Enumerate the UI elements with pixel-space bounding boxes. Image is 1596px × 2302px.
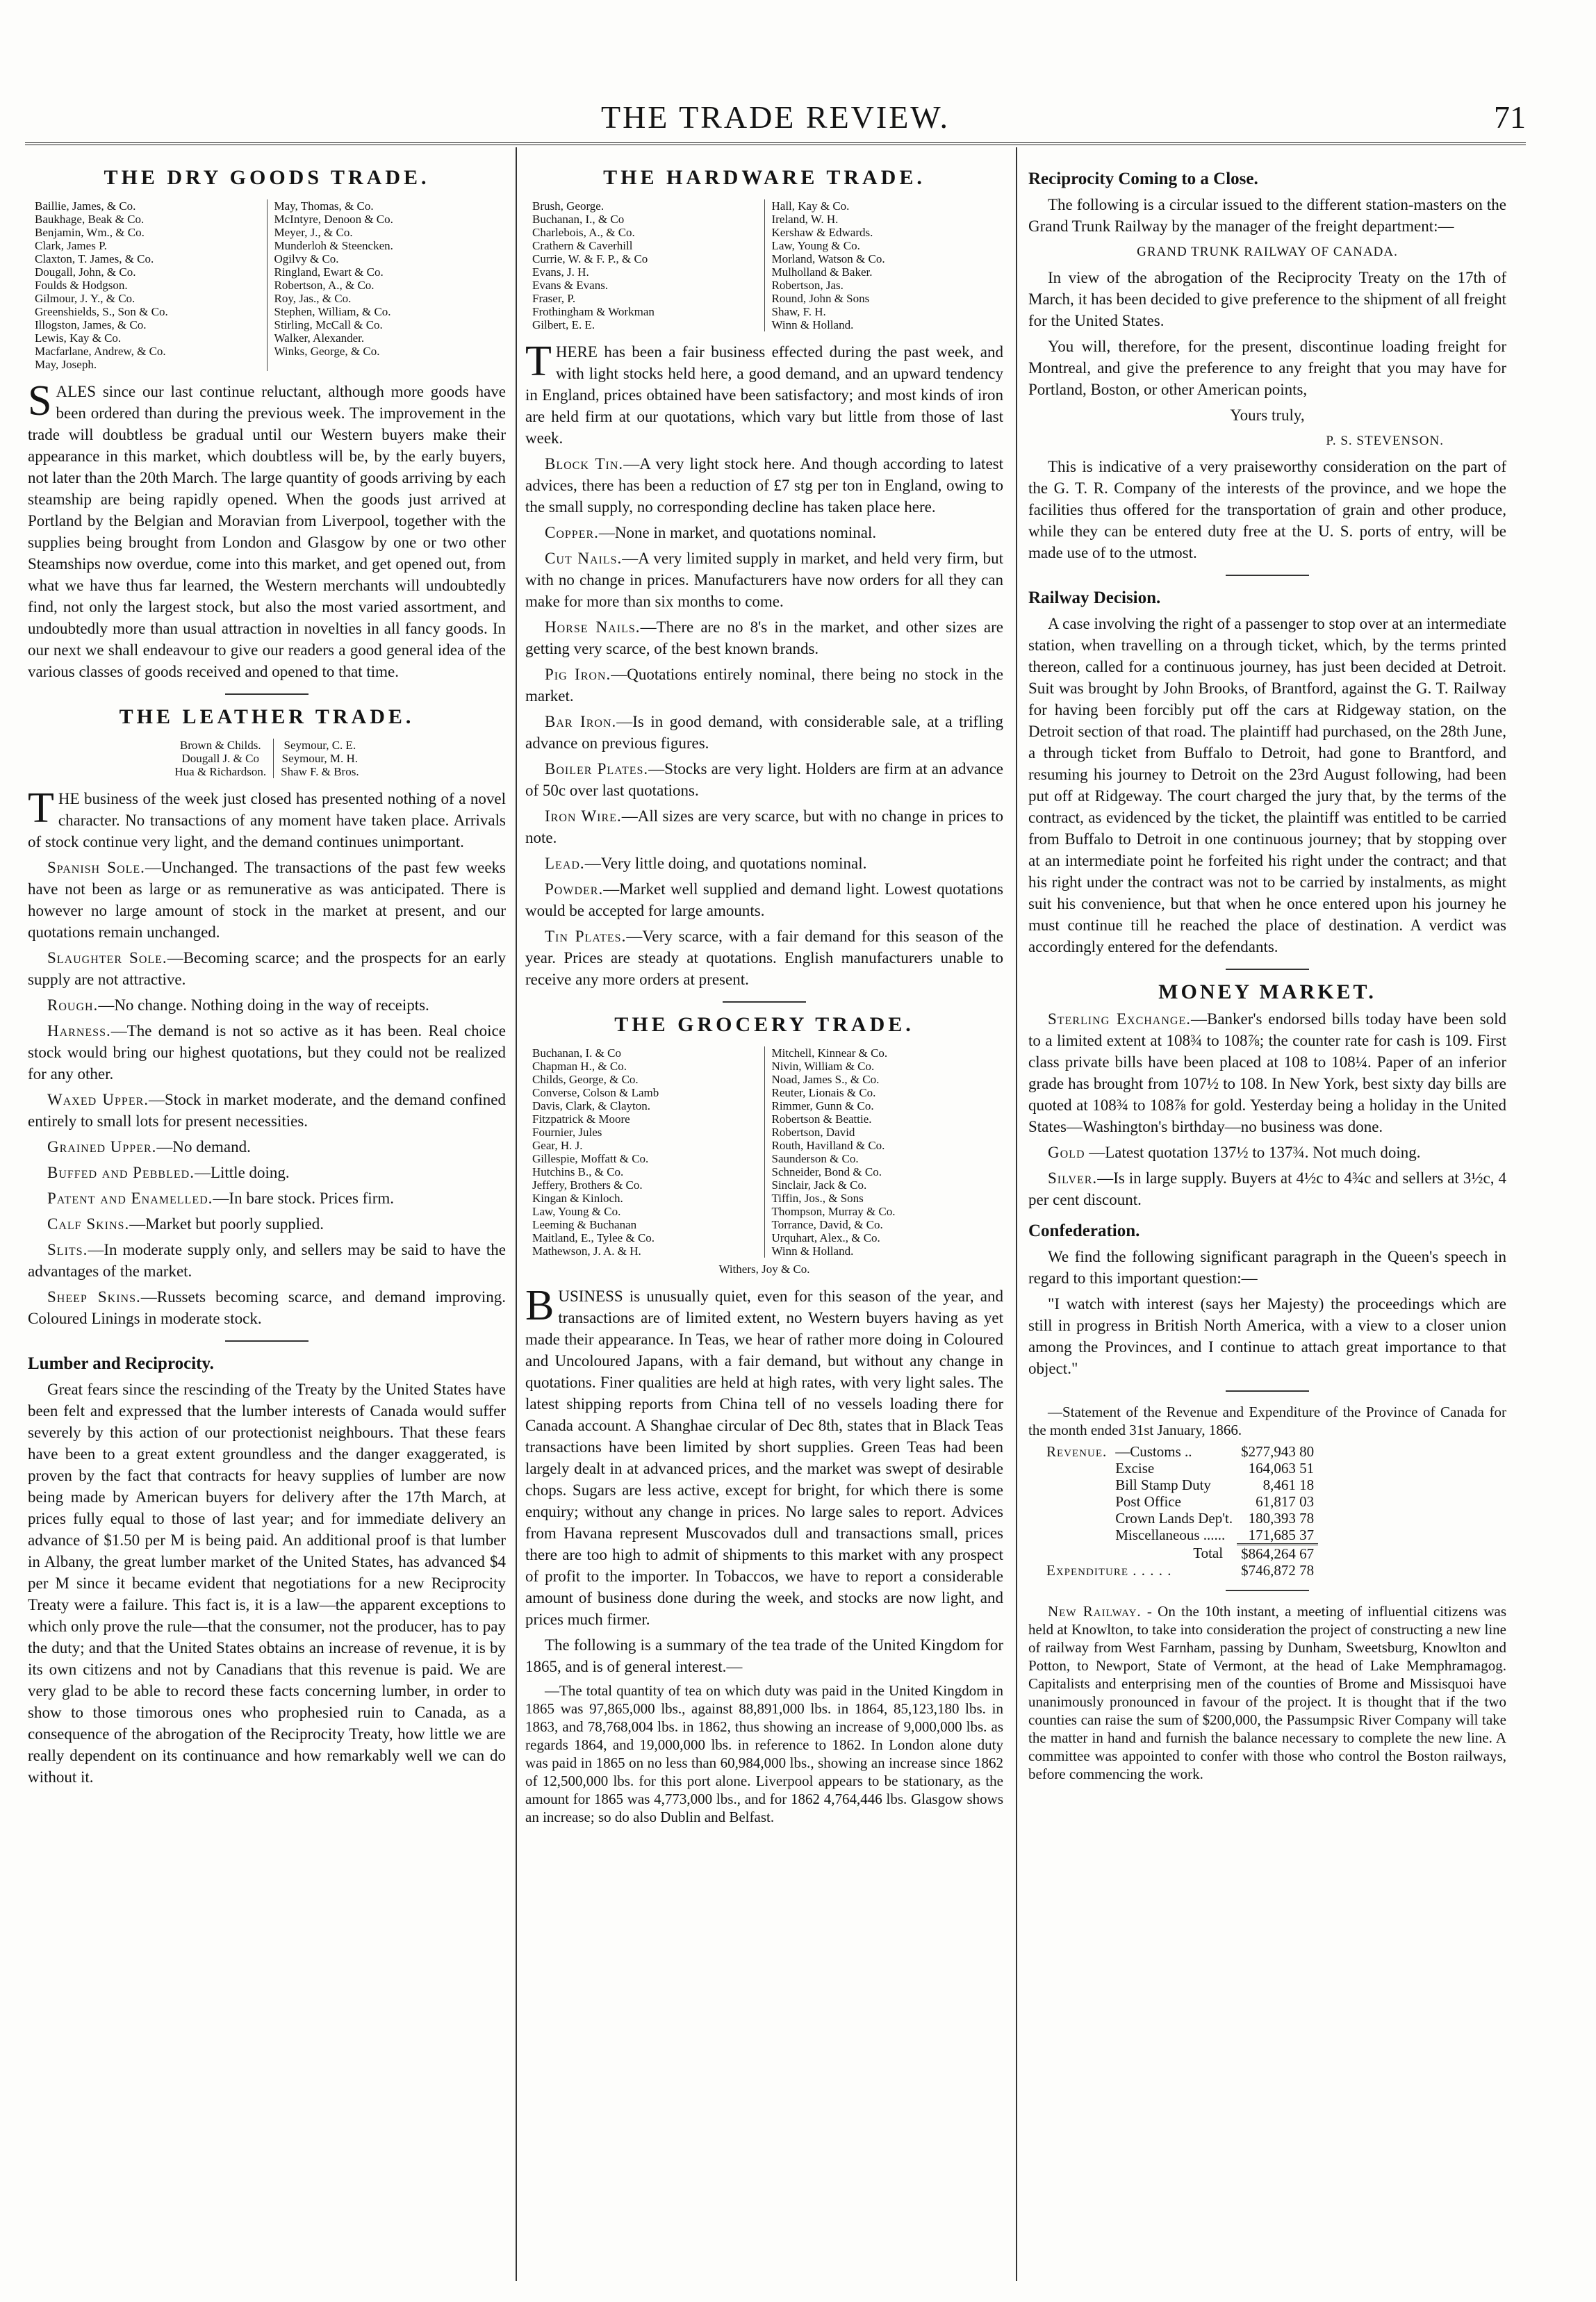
market-item	[525, 805, 1003, 848]
firm-name: Lewis, Kay & Co.	[35, 331, 122, 345]
firm-name: Robertson, A., & Co.	[274, 279, 375, 292]
item-text: —The demand is not so active as it has been. Real choice stock would bring our highest quotations, but they could not be realized for any other.	[28, 1022, 506, 1083]
confederation-quote: "I watch with interest (says her Majesty) the proceedings which are still in progress in British North America, with a view to a closer union among the Provinces, and I continue to attach great importance to that object."	[1028, 1295, 1506, 1377]
item-label: Buffed and Pebbled.	[47, 1164, 195, 1181]
expenditure-row	[1042, 1562, 1318, 1579]
leather-items	[28, 857, 506, 1329]
firm-name: Hua & Richardson.	[174, 765, 267, 778]
market-item	[28, 1089, 506, 1132]
section-divider	[1226, 1390, 1309, 1392]
revenue-item-value: 61,817 03	[1256, 1493, 1315, 1510]
item-label: Copper.	[545, 524, 599, 541]
revenue-statement-intro: —Statement of the Revenue and Expenditure of the Province of Canada for the month ended 31st January, 1866.	[1028, 1404, 1506, 1438]
market-item	[1028, 1142, 1506, 1163]
firm-name: Hutchins B., & Co.	[532, 1165, 624, 1178]
firm-name: Currie, W. & F. P., & Co	[532, 252, 648, 265]
firm-name: Seymour, M. H.	[281, 752, 359, 765]
dry-goods-text: ALES since our last continue reluctant, although more goods have been ordered than during the previous week. The improvement in the trade will doubtless be gradual until our Western buyers make their appearance in this market, which doubtless will be, by the early buyers, not later than the 20th March. The large quantity of goods arriving by each steamship are being rapidly opened. When the goods just arrived at Portland by the Belgian and Moravian from Liverpool, together with the supplies being brought from London and Glasgow by one or two other Steamships now overdue, come into this market, and get opened out, from what we have thus far learned, the Western merchants will undoubtedly find, not only the largest stock, but also the most varied assortment, and undoubtedly more than usual attraction in novelties in all fancy goods. In our next we shall endeavour to give our readers a good general idea of the various classes of goods received and opened to that time.	[28, 383, 506, 680]
item-text: —Stock in market moderate, and the demand confined entirely to small lots for present necessities.	[28, 1091, 506, 1130]
revenue-item-value: 180,393 78	[1248, 1510, 1315, 1527]
firm-name: Jeffery, Brothers & Co.	[532, 1178, 643, 1192]
column-2	[525, 158, 1003, 1830]
item-text: —Market well supplied and demand light. Lowest quotations would be accepted for large amounts.	[525, 880, 1003, 919]
leather-heading: THE LEATHER TRADE.	[119, 705, 415, 728]
item-label: Grained Upper.	[47, 1138, 157, 1156]
dry-goods-heading: THE DRY GOODS TRADE.	[104, 166, 430, 189]
firm-name: Benjamin, Wm., & Co.	[35, 226, 145, 239]
item-text: —Unchanged. The transactions of the past few weeks have not been as large or as remunerative as was anticipated. There is however no large amount of stock in the market at present, and our quotations remain unchanged.	[28, 859, 506, 941]
market-item	[28, 947, 506, 990]
grocery-firm-footer: Withers, Joy & Co.	[718, 1263, 810, 1276]
firm-name: Thompson, Murray & Co.	[771, 1205, 896, 1218]
market-item	[28, 1213, 506, 1235]
firm-name: Gilmour, J. Y., & Co.	[35, 292, 135, 305]
item-label: Patent and Enamelled.	[47, 1190, 213, 1207]
firm-name: Routh, Havilland & Co.	[771, 1139, 885, 1152]
reciprocity-p3: You will, therefore, for the present, discontinue loading freight for Montreal, and give the preference to any freight that you may have for Portland, Boston, or other American points,	[1028, 338, 1506, 398]
revenue-row	[1042, 1510, 1318, 1527]
lumber-heading: Lumber and Reciprocity.	[28, 1354, 214, 1373]
grocery-text: USINESS is unusually quiet, even for this season of the year, and transactions are of limited extent, no Western buyers having as yet made their appearance. In Teas, we hear of rather more doing in Coloured and Uncoloured Japans, with a fair demand, but without any change in quotations. Finer qualities are held at high rates, with very light sales. The latest shipping reports from China tell of no vessels loading there for Canada account. A Shanghae circular of Dec 8th, states that in Black Teas transactions have been limited by short supplies. Green Teas had been largely dealt in at advanced prices, and the market was swept of desirable chops. Sugars are less active, except for bright, for which there is some enquiry; without any change in prices. No large sales to report. Advices from Havana represent Muscovados dull and transactions small, prices there are too high to admit of shipments to this market with any prospect of profit to the importer. In Tobaccos, we have to report a considerable amount of business done during the week, and stocks are now light, and prices much firmer.	[525, 1288, 1003, 1628]
new-railway-text: - On the 10th instant, a meeting of influential citizens was held at Knowlton, to take into consideration the project of constructing a new line of railway from West Farnham, passing by Dunham, Sweetsburg, Knowlton and Potton, to Newport, State of Vermont, at the head of Lake Memphramagog. Capitalists and enterprising men of the counties of Brome and Missisquoi have unanimously pronounced in favour of the project. It is thought that if the two counties can raise the sum of $200,000, the Passumpsic River Company will take the matter in hand and furnish the balance necessary to complete the new line. A committee was appointed to confer with those who control the Boston railways, before commencing the work.	[1028, 1603, 1506, 1782]
section-divider	[1226, 969, 1309, 970]
hardware-heading: THE HARDWARE TRADE.	[603, 166, 925, 189]
firm-name: Kershaw & Edwards.	[771, 226, 873, 239]
firm-name: Seymour, C. E.	[283, 739, 356, 752]
revenue-total-value: $864,264 67	[1237, 1545, 1318, 1563]
grocery-heading: THE GROCERY TRADE.	[614, 1013, 914, 1036]
item-label: Rough.	[47, 996, 99, 1014]
firm-name: Nivin, William & Co.	[771, 1060, 875, 1073]
drop-cap: T	[525, 338, 552, 385]
firm-name: Stirling, McCall & Co.	[274, 318, 383, 331]
item-text: —In bare stock. Prices firm.	[213, 1190, 394, 1207]
firm-name: Urquhart, Alex., & Co.	[771, 1231, 880, 1244]
item-label: Harness.	[47, 1022, 111, 1039]
firm-list-left	[28, 199, 267, 371]
firm-name: Maitland, E., Tylee & Co.	[532, 1231, 655, 1244]
firm-name: Morland, Watson & Co.	[771, 252, 885, 265]
new-railway-label: New Railway.	[1048, 1603, 1142, 1620]
column-divider	[516, 147, 517, 2281]
item-text: —In moderate supply only, and sellers may be said to have the advantages of the market.	[28, 1241, 506, 1280]
masthead	[25, 99, 1526, 139]
market-item	[525, 616, 1003, 659]
firm-name: Ogilvy & Co.	[274, 252, 339, 265]
item-label: Spanish Sole.	[47, 859, 145, 876]
revenue-item-name: Miscellaneous ......	[1115, 1527, 1226, 1543]
railway-decision-text: A case involving the right of a passenger to stop over at an intermediate station, when travelling on a through ticket, which, by the terms printed thereon, called for a continuous journey, has just been decided at Detroit. Suit was brought by John Brooks, of Brantford, against the G. T. Railway for having been forcibly put off the cars at Ridgeway station, on the Detroit section of that road. The plaintiff had purchased, on the 28th June, a through ticket from Buffalo to Detroit, had gone to Brantford, and resuming his journey to Detroit on the 23rd August following, had been put off at Ridgeway. The court charged the jury that, by the terms of the contract, as evidenced by the ticket, the plaintiff was entitled to be carried from Buffalo to Detroit in one continuous journey; that by stopping over at an intermediate point he forfeited his right under the contract; and that his right under the contract was not to be carried by instalments, as might suit his convenience, but that when he once entered upon his journey he must continue till he reached the place of destination. A verdict was accordingly entered for the defendants.	[1028, 615, 1506, 955]
railway-decision-heading: Railway Decision.	[1028, 589, 1161, 607]
reciprocity-heading: Reciprocity Coming to a Close.	[1028, 170, 1258, 188]
firm-name: Saunderson & Co.	[771, 1152, 859, 1165]
lumber-text: Great fears since the rescinding of the Treaty by the United States have been felt and expressed that the lumber interests of Canada would suffer severely by this action of our protectionist neighbours. That these fears have been to a great extent groundless and the danger exaggerated, is proven by the fact that contracts for heavy supplies of lumber are now being made by American buyers for delivery after the 17th March, at prices fully equal to those of last year; and for immediate delivery an advance of $1.50 per M is being paid. An additional proof is that lumber in Albany, the great lumber market of the United States, has advanced $4 per M since it became evident that negotiations for a new Reciprocity Treaty were a failure. This fact is, it is a law—the apparent exceptions to which only prove the rule—that the consumer, not the producer, has to pay the duty; and that the United States obtains an increase of revenue, it is by its own citizens and not by Canadians that this revenue is paid. We are very glad to be able to record these facts concerning lumber, in order to show to those timorous ones who prophesied ruin to Canada, as a consequence of the abrogation of the Reciprocity Treaty, how little we are really dependent on its continuance and how remarkably well we can do without it.	[28, 1381, 506, 1786]
firm-name: Mitchell, Kinnear & Co.	[771, 1046, 888, 1060]
section-divider	[225, 693, 308, 695]
market-item	[28, 1162, 506, 1183]
revenue-item-name: Crown Lands Dep't.	[1115, 1510, 1233, 1527]
item-text: —Russets becoming scarce, and demand improving. Coloured Linings in moderate stock.	[28, 1288, 506, 1327]
market-item	[525, 664, 1003, 707]
item-label: Iron Wire.	[545, 807, 622, 825]
item-text: —Banker's endorsed bills today have been sold to a limited extent at 108¾ to 108⅞; the counter rate for cash is 109. First class private bills have been placed at 108 to 108¼. Paper of an inferior grade has brought from 107½ to 108. In New York, best sixty day bills are quoted at 108¾ to 108⅞ for gold. Yesterday being a holiday in the United States—Washington's birthday—no business was done.	[1028, 1010, 1506, 1135]
item-text: —Quotations entirely nominal, there being no stock in the market.	[525, 666, 1003, 705]
item-text: —Becoming scarce; and the prospects for an early supply are not attractive.	[28, 949, 506, 988]
item-text: —Market but poorly supplied.	[129, 1215, 324, 1233]
firm-list-right	[764, 199, 1004, 331]
firm-name: Gear, H. J.	[532, 1139, 583, 1152]
revenue-item-name: —Customs ..	[1115, 1443, 1192, 1460]
revenue-row	[1042, 1477, 1318, 1493]
firm-name: Winn & Holland.	[771, 318, 854, 331]
firm-list-right	[764, 1046, 1004, 1258]
firm-name: Winks, George, & Co.	[274, 345, 380, 358]
section-divider	[225, 1340, 308, 1342]
publication-title: THE TRADE REVIEW.	[600, 99, 950, 135]
reciprocity-p2: In view of the abrogation of the Reciprocity Treaty on the 17th of March, it has been decided to give preference to the shipment of all freight for the United States.	[1028, 269, 1506, 329]
hardware-intro-text: HERE has been a fair business effected during the past week, and with light stocks held here, a good demand, and an upward tendency in England, prices obtained have been satisfactory; and most kinds of iron are held firm at our quotations, which vary but little from those of last week.	[525, 343, 1003, 447]
grocery-tea-summary: —The total quantity of tea on which duty was paid in the United Kingdom in 1865 was 97,865,000 lbs., against 88,891,000 lbs. in 1864, 85,123,180 lbs. in 1863, and 78,768,004 lbs. in 1862, thus showing an increase of 9,000,000 lbs. as regards 1864, and 19,000,000 lbs. in reference to 1862. In London alone duty was paid in 1865 on no less than 60,984,000 lbs., showing an increase since 1862 of 12,500,000 lbs. for this port alone. Liverpool appears to be stationary, as the amount for 1865 was 4,773,000 lbs., and for 1862 4,764,446 lbs. Glasgow shows an increase; so do also Dublin and Belfast.	[525, 1682, 1003, 1825]
dry-goods-paragraph	[28, 377, 506, 682]
firm-name: Fraser, P.	[532, 292, 576, 305]
section-divider	[1226, 575, 1309, 576]
firm-list-right	[267, 199, 507, 371]
reciprocity-signature: P. S. STEVENSON.	[1326, 434, 1444, 448]
hardware-firm-list	[525, 199, 1003, 331]
item-label: Gold	[1048, 1144, 1085, 1161]
market-item	[28, 1187, 506, 1209]
firm-name: Mathewson, J. A. & H.	[532, 1244, 641, 1258]
item-text: —A very light stock here. And though according to latest advices, there has been a reduction of £7 stg per ton in England, owing to the small supply, no corresponding decline has taken place here.	[525, 455, 1003, 516]
item-label: Calf Skins.	[47, 1215, 130, 1233]
firm-name: Torrance, David, & Co.	[771, 1218, 883, 1231]
firm-name: Baillie, James, & Co.	[35, 199, 136, 213]
firm-name: May, Joseph.	[35, 358, 97, 371]
firm-name: Ringland, Ewart & Co.	[274, 265, 384, 279]
column-1	[28, 158, 506, 1792]
leather-firm-list	[28, 739, 506, 778]
grocery-paragraph	[525, 1282, 1003, 1630]
item-text: —Very scarce, with a fair demand for this season of the year. Prices are steady at quotations. English manufacturers unable to receive any more orders at present.	[525, 928, 1003, 988]
item-label: Powder.	[545, 880, 604, 898]
confederation-heading: Confederation.	[1028, 1222, 1140, 1240]
firm-name: Ireland, W. H.	[771, 213, 839, 226]
firm-name: Fitzpatrick & Moore	[532, 1112, 630, 1126]
market-item	[525, 453, 1003, 518]
firm-name: Hall, Kay & Co.	[771, 199, 850, 213]
leather-intro-text: HE business of the week just closed has presented nothing of a novel character. No transactions of any moment have taken place. Arrivals of stock continue very light, and the demand continues unimportant.	[28, 790, 506, 850]
item-text: —No change. Nothing doing in the way of receipts.	[98, 996, 429, 1014]
header-rule	[25, 142, 1526, 145]
firm-list-right	[273, 739, 365, 778]
expenditure-value: $746,872 78	[1241, 1562, 1315, 1579]
market-item	[525, 878, 1003, 921]
hardware-items	[525, 453, 1003, 990]
market-item	[1028, 1008, 1506, 1137]
firm-name: McIntyre, Denoon & Co.	[274, 213, 393, 226]
item-text: —Very little doing, and quotations nominal.	[584, 855, 867, 872]
firm-name: Noad, James S., & Co.	[771, 1073, 880, 1086]
item-label: Boiler Plates.	[545, 760, 649, 778]
firm-name: Dougall, John, & Co.	[35, 265, 136, 279]
firm-name: Law, Young & Co.	[532, 1205, 621, 1218]
revenue-rows	[1042, 1443, 1318, 1545]
item-label: Pig Iron.	[545, 666, 611, 683]
item-label: Block Tin.	[545, 455, 624, 472]
firm-list-left	[525, 199, 764, 331]
column-3	[1028, 158, 1506, 1787]
market-item	[525, 926, 1003, 990]
firm-name: Brown & Childs.	[179, 739, 261, 752]
firm-name: Evans & Evans.	[532, 279, 609, 292]
firm-name: Charlebois, A., & Co.	[532, 226, 635, 239]
reciprocity-p4: This is indicative of a very praiseworthy consideration on the part of the G. T. R. Company of the interests of the province, and we hope the facilities thus offered for the transportation of grain and other produce, while they can be entered duty free at the U. S. ports of entry, will be made use of to the utmost.	[1028, 458, 1506, 561]
item-label: Silver.	[1048, 1169, 1098, 1187]
firm-name: Shaw, F. H.	[771, 305, 826, 318]
revenue-item-name: Bill Stamp Duty	[1115, 1477, 1211, 1493]
revenue-row	[1042, 1460, 1318, 1477]
firm-name: Meyer, J., & Co.	[274, 226, 353, 239]
firm-name: Law, Young & Co.	[771, 239, 860, 252]
firm-name: Winn & Holland.	[771, 1244, 854, 1258]
firm-name: Davis, Clark, & Clayton.	[532, 1099, 650, 1112]
revenue-total-row	[1042, 1545, 1318, 1563]
market-item	[28, 994, 506, 1016]
new-railway-paragraph	[1028, 1602, 1506, 1783]
firm-name: Fournier, Jules	[532, 1126, 602, 1139]
drop-cap: T	[28, 784, 54, 832]
firm-name: Schneider, Bond & Co.	[771, 1165, 882, 1178]
firm-list-left	[525, 1046, 764, 1258]
firm-name: Shaw F. & Bros.	[281, 765, 359, 778]
firm-name: Robertson, David	[771, 1126, 855, 1139]
firm-name: Brush, George.	[532, 199, 604, 213]
item-text: —Is in large supply. Buyers at 4½c to 4¾c and sellers at 3½c, 4 per cent discount.	[1028, 1169, 1506, 1208]
revenue-table	[1042, 1443, 1318, 1579]
reciprocity-p1: The following is a circular issued to the different station-masters on the Grand Trunk Railway by the manager of the freight department:—	[1028, 196, 1506, 235]
firm-name: Foulds & Hodgson.	[35, 279, 128, 292]
firm-name: Tiffin, Jos., & Sons	[771, 1192, 864, 1205]
firm-name: Gillespie, Moffatt & Co.	[532, 1152, 649, 1165]
section-divider	[1226, 1590, 1309, 1591]
revenue-item-name: Excise	[1115, 1460, 1155, 1477]
reciprocity-closing: Yours truly,	[1230, 406, 1305, 424]
firm-name: Chapman H., & Co.	[532, 1060, 627, 1073]
firm-name: Illogston, James, & Co.	[35, 318, 147, 331]
item-text: —Stocks are very light. Holders are firm at an advance of 50c over last quotations.	[525, 760, 1003, 799]
revenue-row	[1042, 1493, 1318, 1510]
item-text: —A very limited supply in market, and held very firm, but with no change in prices. Manufacturers have now orders for all they can make for more than six months to come.	[525, 550, 1003, 610]
hardware-intro	[525, 338, 1003, 449]
item-label: Tin Plates.	[545, 928, 627, 945]
item-label: Slaughter Sole.	[47, 949, 167, 967]
market-item	[525, 711, 1003, 754]
firm-name: Buchanan, I., & Co	[532, 213, 625, 226]
firm-name: Mulholland & Baker.	[771, 265, 873, 279]
market-item	[525, 522, 1003, 543]
firm-name: Frothingham & Workman	[532, 305, 655, 318]
firm-name: Evans, J. H.	[532, 265, 589, 279]
item-text: —None in market, and quotations nominal.	[598, 524, 877, 541]
market-item	[1028, 1167, 1506, 1210]
item-text: —Latest quotation 137½ to 137¾. Not much doing.	[1085, 1144, 1421, 1161]
firm-name: Leeming & Buchanan	[532, 1218, 637, 1231]
market-item	[525, 548, 1003, 612]
item-label: Horse Nails.	[545, 618, 641, 636]
revenue-item-name: Post Office	[1115, 1493, 1181, 1510]
revenue-item-value: 171,685 37	[1248, 1527, 1315, 1543]
firm-name: Rimmer, Gunn & Co.	[771, 1099, 874, 1112]
item-label: Lead.	[545, 855, 585, 872]
page-number: 71	[1494, 99, 1526, 135]
revenue-label: Revenue.	[1046, 1443, 1108, 1460]
firm-name: May, Thomas, & Co.	[274, 199, 374, 213]
item-label: Slits.	[47, 1241, 88, 1258]
item-label: Sterling Exchange.	[1048, 1010, 1191, 1028]
revenue-item-value: 8,461 18	[1262, 1477, 1315, 1493]
market-item	[28, 1239, 506, 1282]
firm-name: Baukhage, Beak & Co.	[35, 213, 145, 226]
revenue-item-value: $277,943 80	[1241, 1443, 1315, 1460]
firm-name: Macfarlane, Andrew, & Co.	[35, 345, 166, 358]
market-item	[28, 1136, 506, 1158]
firm-name: Reuter, Lionais & Co.	[771, 1086, 876, 1099]
item-label: Bar Iron.	[545, 713, 617, 730]
firm-name: Clark, James P.	[35, 239, 107, 252]
firm-name: Munderloh & Steencken.	[274, 239, 393, 252]
dry-goods-firm-list	[28, 199, 506, 371]
item-text: —There are no 8's in the market, and other sizes are getting very scarce, of the best known brands.	[525, 618, 1003, 657]
drop-cap: B	[525, 1282, 554, 1329]
firm-name: Robertson, Jas.	[771, 279, 844, 292]
item-text: —All sizes are very scarce, but with no change in prices to note.	[525, 807, 1003, 846]
firm-name: Roy, Jas., & Co.	[274, 292, 352, 305]
market-item	[28, 1020, 506, 1085]
market-item	[28, 1286, 506, 1329]
firm-name: Claxton, T. James, & Co.	[35, 252, 154, 265]
revenue-row	[1042, 1443, 1318, 1460]
firm-name: Sinclair, Jack & Co.	[771, 1178, 867, 1192]
firm-name: Stephen, William, & Co.	[274, 305, 391, 318]
firm-name: Childs, George, & Co.	[532, 1073, 639, 1086]
firm-name: Dougall J. & Co	[181, 752, 259, 765]
item-text: —Is in good demand, with considerable sale, at a trifling advance on previous figures.	[525, 713, 1003, 752]
market-item	[525, 853, 1003, 874]
column-divider	[1016, 147, 1017, 2281]
firm-list-left	[167, 739, 273, 778]
firm-name: Gilbert, E. E.	[532, 318, 595, 331]
firm-name: Kingan & Kinloch.	[532, 1192, 623, 1205]
revenue-item-value: 164,063 51	[1248, 1460, 1315, 1477]
reciprocity-org: GRAND TRUNK RAILWAY OF CANADA.	[1137, 245, 1398, 259]
market-item	[28, 857, 506, 943]
money-market-heading: MONEY MARKET.	[1158, 980, 1376, 1003]
firm-name: Robertson & Beattie.	[771, 1112, 872, 1126]
grocery-firm-list	[525, 1046, 1003, 1258]
revenue-total-label: Total	[1193, 1544, 1224, 1561]
firm-name: Converse, Colson & Lamb	[532, 1086, 659, 1099]
firm-name: Round, John & Sons	[771, 292, 870, 305]
firm-name: Crathern & Caverhill	[532, 239, 633, 252]
firm-name: Greenshields, S., Son & Co.	[35, 305, 168, 318]
revenue-row	[1042, 1527, 1318, 1545]
leather-intro	[28, 784, 506, 853]
item-text: —Little doing.	[194, 1164, 290, 1181]
item-text: —No demand.	[156, 1138, 251, 1156]
item-label: Cut Nails.	[545, 550, 623, 567]
firm-name: Walker, Alexander.	[274, 331, 365, 345]
expenditure-label: Expenditure . . . . .	[1046, 1562, 1172, 1579]
confederation-p1: We find the following significant paragraph in the Queen's speech in regard to this important question:—	[1028, 1248, 1506, 1287]
market-item	[525, 758, 1003, 801]
firm-name: Buchanan, I. & Co	[532, 1046, 621, 1060]
item-label: Sheep Skins.	[47, 1288, 141, 1306]
grocery-tea-intro: The following is a summary of the tea trade of the United Kingdom for 1865, and is of general interest.—	[525, 1636, 1003, 1675]
drop-cap: S	[28, 377, 52, 425]
item-label: Waxed Upper.	[47, 1091, 149, 1108]
section-divider	[723, 1001, 806, 1003]
money-market-items	[1028, 1008, 1506, 1210]
